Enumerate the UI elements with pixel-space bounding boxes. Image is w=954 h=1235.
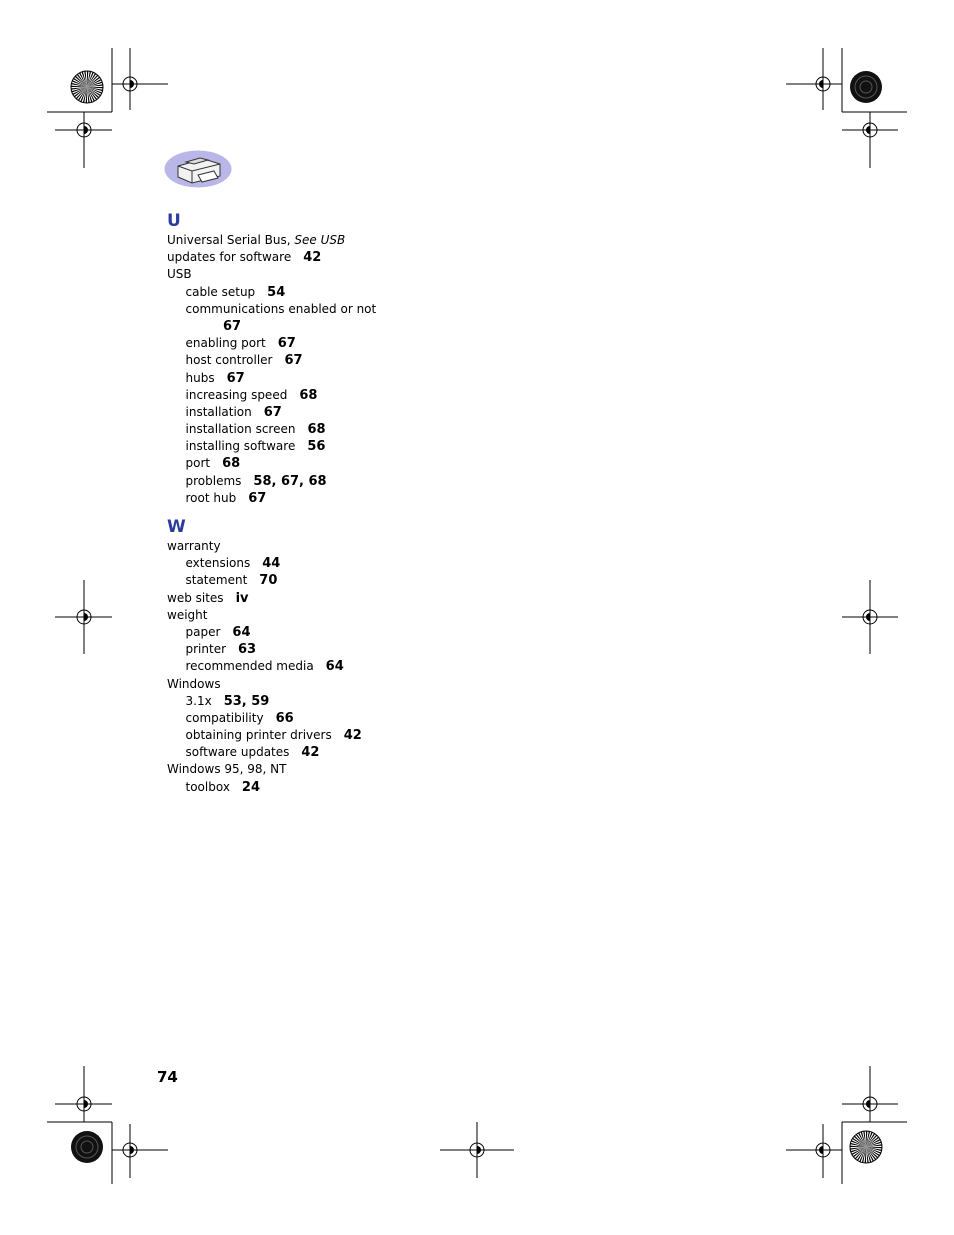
entry-term: communications enabled or not (185, 301, 377, 316)
section-letter: U (167, 211, 181, 231)
page-number: 74 (157, 1068, 178, 1086)
entry-term: web sites (167, 590, 224, 605)
entry-page-ref: 70 (259, 573, 278, 589)
entry-page-ref: 42 (303, 250, 322, 266)
entry-page-ref: 56 (307, 439, 326, 455)
index-entry (167, 370, 567, 387)
index-entry (167, 249, 567, 266)
entry-term: obtaining printer drivers (185, 728, 332, 743)
index-entry (167, 404, 567, 421)
index-entry (167, 335, 567, 352)
entry-term: problems (185, 473, 242, 488)
entry-page-ref: 67 (263, 404, 282, 420)
index-entry (167, 438, 567, 455)
entry-term: port (185, 456, 211, 471)
entry-page-ref: 24 (241, 779, 261, 795)
entry-term: warranty (167, 539, 221, 553)
section-gap (167, 507, 567, 516)
entry-page-ref: 64 (232, 624, 251, 640)
entry-term: installing software (185, 439, 296, 454)
entry-page-ref: 44 (262, 556, 281, 572)
entry-term: installation (185, 404, 252, 419)
index-entry (167, 232, 567, 249)
index-entry (167, 352, 567, 369)
entry-term: 3.1x (185, 693, 212, 708)
entry-page-ref: 64 (325, 659, 344, 675)
entry-page-ref: 67 (248, 490, 267, 506)
index-entry (167, 555, 567, 572)
entry-term: extensions (185, 556, 251, 571)
entry-term: Universal Serial Bus, (167, 233, 295, 247)
index-entry (167, 421, 567, 438)
index-entry (167, 590, 567, 607)
entry-term: cable setup (185, 284, 256, 299)
entry-page-ref: 67 (226, 370, 245, 386)
index-entry (167, 266, 567, 283)
index-entry (167, 318, 567, 335)
entry-term: USB (167, 267, 192, 282)
entry-page-ref: 58, 67, 68 (253, 473, 327, 489)
index-entry (167, 658, 567, 675)
index-entry (167, 676, 567, 693)
entry-term: Windows (167, 676, 221, 691)
entry-page-ref: 53, 59 (223, 693, 270, 709)
index-entry (167, 473, 567, 490)
index-entry (167, 779, 567, 796)
entry-page-ref: 68 (222, 456, 241, 472)
entry-term: host controller (185, 353, 273, 368)
entry-page-ref: 68 (307, 422, 326, 438)
index-entry (167, 538, 567, 555)
index-entry (167, 727, 567, 744)
entry-page-ref: 63 (238, 642, 257, 658)
entry-term: installation screen (185, 422, 296, 437)
index-entry (167, 284, 567, 301)
index-entry (167, 490, 567, 507)
entry-term: root hub (185, 490, 237, 505)
entry-page-ref: 67 (284, 353, 303, 369)
entry-page-ref: 42 (343, 728, 362, 744)
entry-term: enabling port (185, 336, 266, 351)
entry-term: Windows 95, 98, NT (167, 762, 287, 777)
section-letter: W (167, 517, 186, 537)
entry-page-ref: 67 (277, 336, 296, 352)
entry-see-reference: See USB (294, 233, 346, 247)
entry-page-ref: 67 (223, 318, 242, 334)
entry-term: software updates (185, 745, 290, 760)
index-entry (167, 455, 567, 472)
entry-term: updates for software (167, 250, 292, 265)
index-entry (167, 744, 567, 761)
index-entry (167, 693, 567, 710)
entry-term: compatibility (185, 710, 264, 725)
entry-page-ref: iv (235, 590, 249, 606)
entry-term: increasing speed (185, 387, 288, 402)
index-entry (167, 387, 567, 404)
entry-page-ref: 54 (267, 284, 286, 300)
index-entry (167, 607, 567, 624)
index-entry (167, 572, 567, 589)
entry-term: weight (167, 607, 208, 622)
index-entry (167, 761, 567, 778)
entry-term: paper (185, 624, 221, 639)
entry-term: statement (185, 573, 248, 588)
entry-term: hubs (185, 370, 215, 385)
entry-page-ref: 66 (275, 710, 294, 726)
index-entry (167, 710, 567, 727)
entry-term: recommended media (185, 659, 314, 674)
printer-icon (164, 150, 232, 188)
index-entry (167, 624, 567, 641)
entry-page-ref: 68 (299, 387, 318, 403)
index-entry (167, 301, 567, 318)
index-column (167, 210, 567, 796)
entry-page-ref: 42 (301, 745, 320, 761)
entry-term: printer (185, 642, 227, 657)
entry-term: toolbox (185, 779, 230, 794)
index-entry (167, 641, 567, 658)
